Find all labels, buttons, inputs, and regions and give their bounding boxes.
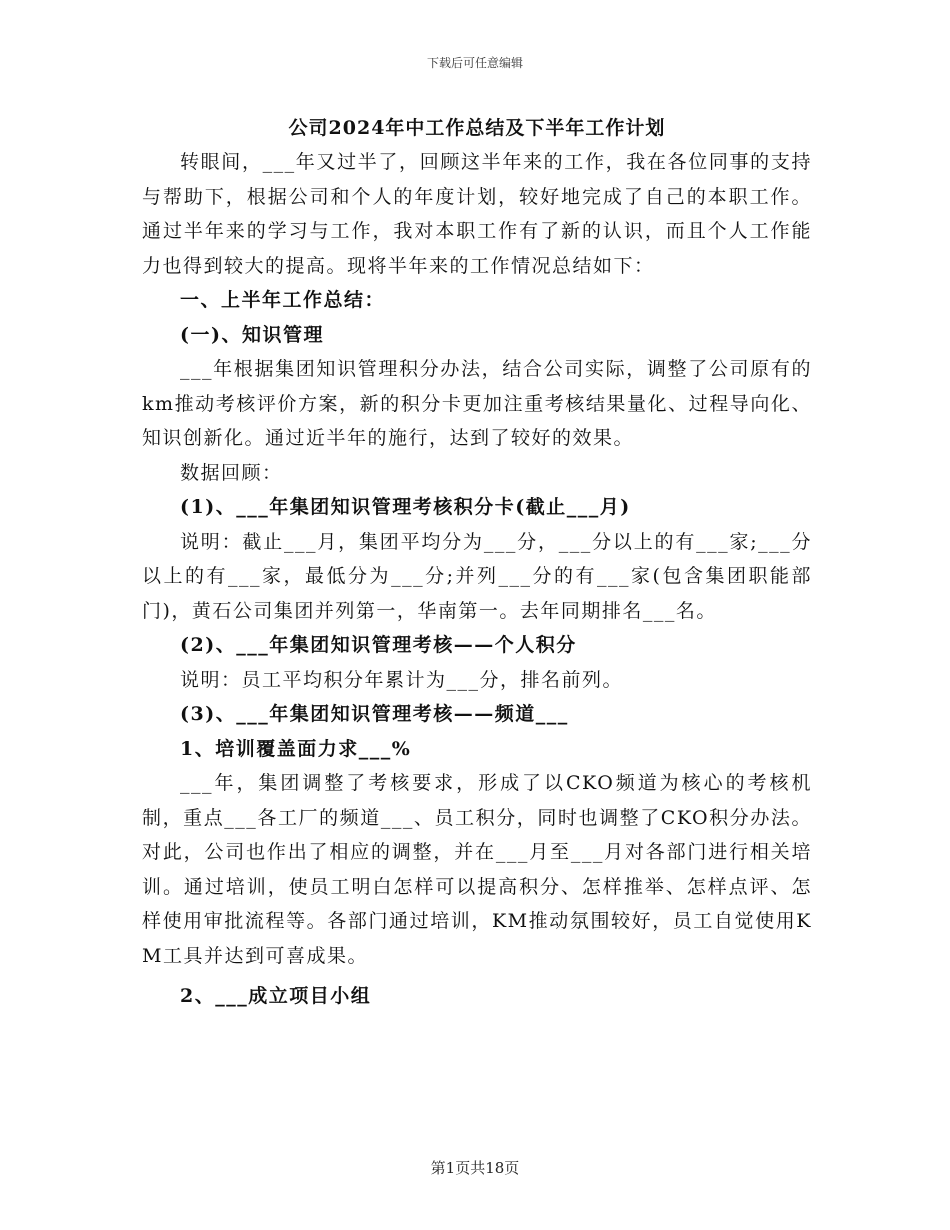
section-heading: 一、上半年工作总结： <box>180 289 386 311</box>
body-paragraph: 说明：截止___月，集团平均分为___分，___分以上的有___家;___分以上的有___家，最低分为___分;并列___分的有___家(包含集团职能部门)，黄石公司集团并列第一，华南第一。去年同期排名___名。 <box>142 530 812 622</box>
body-paragraph: 转眼间，___年又过半了，回顾这半年来的工作，我在各位同事的支持与帮助下，根据公司和个人的年度计划，较好地完成了自己的本职工作。通过半年来的学习与工作，我对本职工作有了新的认识，而且个人工作能力也得到较大的提高。现将半年来的工作情况总结如下： <box>142 151 812 277</box>
body-paragraph: ___年根据集团知识管理积分办法，结合公司实际，调整了公司原有的km推动考核评价方案，新的积分卡更加注重考核结果量化、过程导向化、知识创新化。通过近半年的施行，达到了较好的效果。 <box>142 358 812 449</box>
section-heading: (2)、___年集团知识管理考核——个人积分 <box>180 634 577 656</box>
section-heading: (3)、___年集团知识管理考核——频道___ <box>180 703 569 725</box>
document-body <box>142 111 812 1014</box>
body-paragraph: 说明：员工平均积分年累计为___分，排名前列。 <box>180 668 624 691</box>
document-title: 公司2024年中工作总结及下半年工作计划 <box>288 117 666 139</box>
body-paragraph: 数据回顾： <box>180 461 283 484</box>
paragraph-list <box>142 145 812 1014</box>
page-header: 下载后可任意编辑 <box>426 56 523 70</box>
body-paragraph: ___年，集团调整了考核要求，形成了以CKO频道为核心的考核机制，重点___各工厂的频道___、员工积分，同时也调整了CKO积分办法。对此，公司也作出了相应的调整，并在___月至___月对各部门进行相关培训。通过培训，使员工明白怎样可以提高积分、怎样推举、怎样点评、怎样使用审批流程等。各部门通过培训，KM推动氛围较好，员工自觉使用KM工具并达到可喜成果。 <box>142 772 812 967</box>
section-heading: (1)、___年集团知识管理考核积分卡(截止___月) <box>180 496 631 518</box>
section-heading: 1、培训覆盖面力求___% <box>180 737 412 760</box>
page-footer: 第1页共18页 <box>430 1159 520 1177</box>
section-heading: 2、___成立项目小组 <box>180 985 372 1007</box>
section-heading: (一)、知识管理 <box>180 323 324 346</box>
